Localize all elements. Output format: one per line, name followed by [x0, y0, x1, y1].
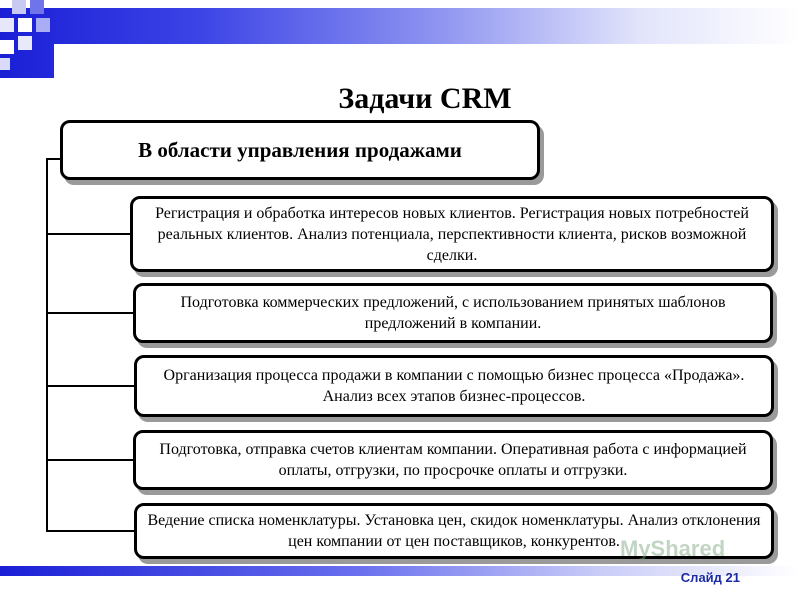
task-box: Организация процесса продажи в компании с помощью бизнес процесса «Продажа». Анализ всех этапов бизнес-процессов. [134, 355, 774, 417]
task-box: Ведение списка номенклатуры. Установка цен, скидок номенклатуры. Анализ отклонения цен компании от цен поставщиков, конкурентов. [134, 503, 774, 559]
task-box: Регистрация и обработка интересов новых клиентов. Регистрация новых потребностей реальных клиентов. Анализ потенциала, перспективности клиента, рисков возможной сделки. [130, 196, 774, 272]
task-box: Подготовка, отправка счетов клиентам компании. Оперативная работа с информацией оплаты, отгрузки, по просрочке оплаты и отгрузки. [133, 430, 773, 490]
task-box: Подготовка коммерческих предложений, с использованием принятых шаблонов предложений в компании. [133, 283, 773, 343]
tree-branch-line [46, 233, 134, 235]
decor-square [0, 18, 14, 32]
decor-square [30, 0, 44, 14]
decor-square [0, 58, 10, 70]
decor-square [0, 40, 14, 54]
header-band-mask [54, 44, 800, 78]
decor-square [36, 18, 50, 32]
tree-trunk-line [46, 158, 48, 530]
slide-title: Задачи CRM [338, 82, 512, 115]
decor-square [18, 18, 32, 32]
decor-square [12, 0, 26, 14]
slide-number: Слайд 21 [680, 570, 740, 585]
tree-branch-line [46, 312, 134, 314]
decor-square [18, 36, 32, 50]
tree-branch-line [46, 385, 134, 387]
root-category-box: В области управления продажами [60, 120, 540, 180]
tree-branch-line [46, 459, 134, 461]
watermark-logo: MyShared [620, 536, 726, 561]
tree-branch-line [46, 530, 134, 532]
